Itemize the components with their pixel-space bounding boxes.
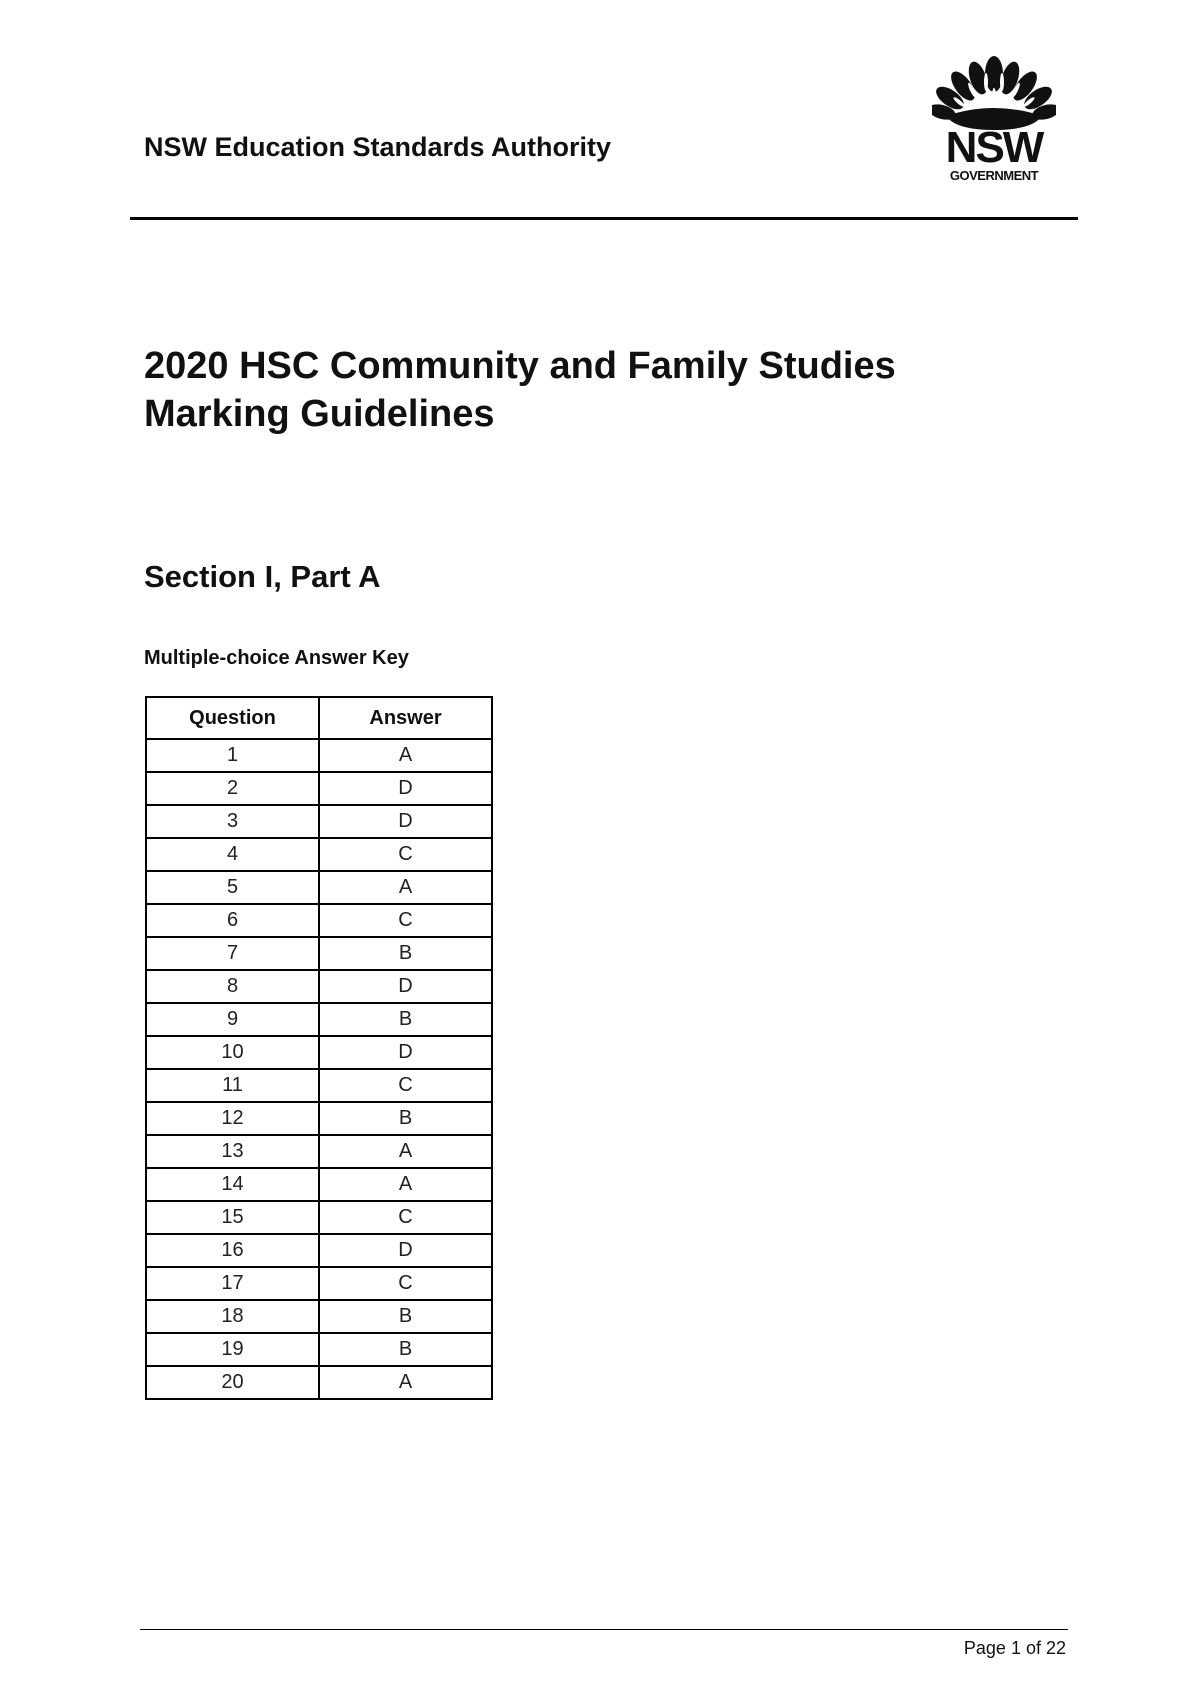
section-heading: Section I, Part A [144, 559, 381, 594]
column-header-answer: Answer [319, 697, 492, 739]
answer-cell: C [319, 1267, 492, 1300]
table-row [146, 1036, 492, 1069]
question-number-cell: 20 [146, 1366, 319, 1399]
answer-cell: C [319, 838, 492, 871]
question-number-cell: 3 [146, 805, 319, 838]
table-row [146, 1201, 492, 1234]
answer-cell: A [319, 871, 492, 904]
table-row [146, 937, 492, 970]
answer-cell: A [319, 1135, 492, 1168]
answer-key-header-row [146, 697, 492, 739]
footer-divider [140, 1629, 1068, 1630]
question-number-cell: 16 [146, 1234, 319, 1267]
table-row [146, 904, 492, 937]
nsw-government-logo [932, 52, 1056, 186]
nsw-wordmark: NSW [945, 123, 1043, 172]
question-number-cell: 4 [146, 838, 319, 871]
question-number-cell: 7 [146, 937, 319, 970]
answer-key-heading: Multiple-choice Answer Key [144, 647, 409, 669]
table-row [146, 1333, 492, 1366]
question-number-cell: 1 [146, 739, 319, 772]
answer-cell: A [319, 739, 492, 772]
column-header-question: Question [146, 697, 319, 739]
question-number-cell: 10 [146, 1036, 319, 1069]
question-number-cell: 5 [146, 871, 319, 904]
table-row [146, 1102, 492, 1135]
table-row [146, 1168, 492, 1201]
answer-key-body [146, 739, 492, 1399]
table-row [146, 1069, 492, 1102]
table-row [146, 1267, 492, 1300]
question-number-cell: 8 [146, 970, 319, 1003]
question-number-cell: 19 [146, 1333, 319, 1366]
table-row [146, 1135, 492, 1168]
answer-cell: C [319, 1069, 492, 1102]
document-title [144, 342, 896, 438]
answer-cell: C [319, 1201, 492, 1234]
table-row [146, 1366, 492, 1399]
question-number-cell: 9 [146, 1003, 319, 1036]
question-number-cell: 17 [146, 1267, 319, 1300]
table-row [146, 1003, 492, 1036]
question-number-cell: 15 [146, 1201, 319, 1234]
answer-cell: D [319, 970, 492, 1003]
organization-name: NSW Education Standards Authority [144, 132, 612, 162]
header-divider [130, 217, 1078, 220]
answer-cell: A [319, 1168, 492, 1201]
table-row [146, 871, 492, 904]
answer-key-table [145, 696, 493, 1400]
question-number-cell: 18 [146, 1300, 319, 1333]
answer-cell: C [319, 904, 492, 937]
answer-cell: B [319, 937, 492, 970]
table-row [146, 772, 492, 805]
answer-cell: D [319, 772, 492, 805]
answer-cell: D [319, 1036, 492, 1069]
question-number-cell: 12 [146, 1102, 319, 1135]
government-wordmark: GOVERNMENT [949, 168, 1039, 183]
question-number-cell: 11 [146, 1069, 319, 1102]
answer-cell: D [319, 805, 492, 838]
document-title-line-2: Marking Guidelines [144, 393, 495, 435]
table-row [146, 1300, 492, 1333]
question-number-cell: 13 [146, 1135, 319, 1168]
answer-cell: B [319, 1102, 492, 1135]
question-number-cell: 2 [146, 772, 319, 805]
answer-cell: B [319, 1003, 492, 1036]
table-row [146, 1234, 492, 1267]
answer-cell: A [319, 1366, 492, 1399]
question-number-cell: 14 [146, 1168, 319, 1201]
answer-cell: B [319, 1300, 492, 1333]
page-number: Page 1 of 22 [963, 1638, 1066, 1658]
question-number-cell: 6 [146, 904, 319, 937]
answer-cell: B [319, 1333, 492, 1366]
document-title-line-1: 2020 HSC Community and Family Studies [144, 345, 896, 387]
answer-cell: D [319, 1234, 492, 1267]
table-row [146, 838, 492, 871]
table-row [146, 739, 492, 772]
table-row [146, 970, 492, 1003]
table-row [146, 805, 492, 838]
